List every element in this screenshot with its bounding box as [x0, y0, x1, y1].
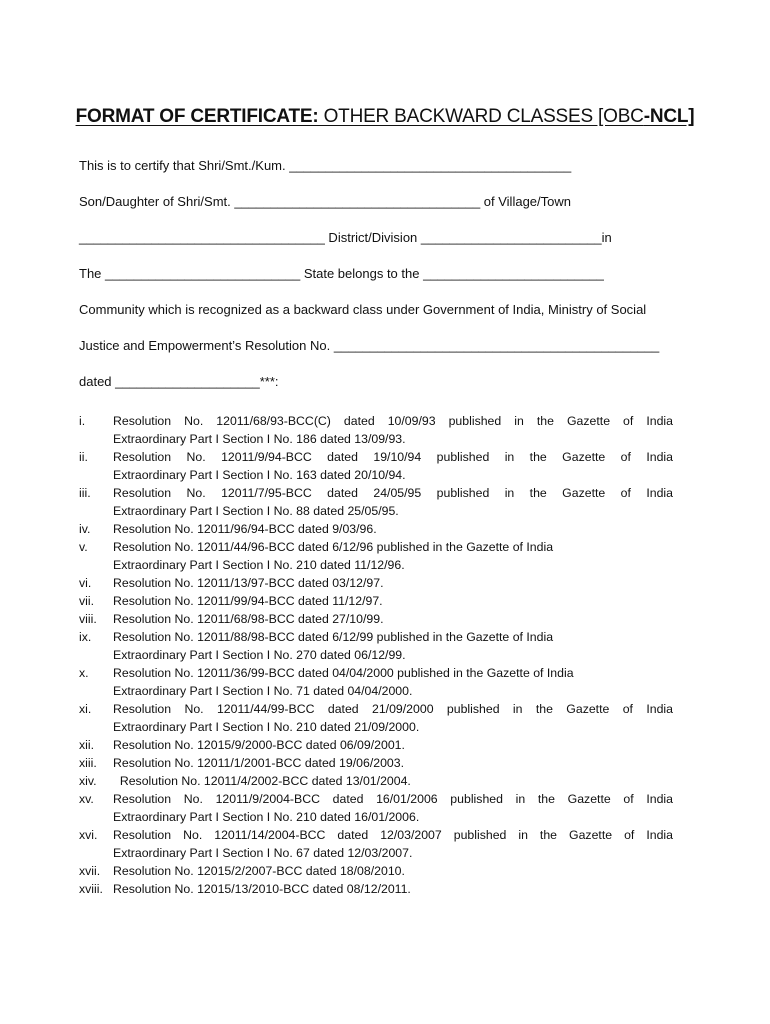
list-item-line-1: Resolution No. 12011/68/93-BCC(C) dated 10/09/93 published in the Gazette of India	[113, 414, 673, 428]
list-item	[79, 790, 673, 826]
list-item-line-1: Resolution No. 12011/44/96-BCC dated 6/12/96 published in the Gazette of India	[113, 540, 554, 554]
list-item-number: xviii.	[79, 882, 103, 896]
list-item-line-2: Extraordinary Part I Section I No. 67 dated 12/03/2007.	[113, 846, 413, 860]
list-item	[79, 628, 673, 664]
list-item-text	[113, 592, 673, 610]
list-item	[79, 664, 673, 700]
list-item	[79, 610, 673, 628]
list-item-text	[113, 484, 673, 520]
list-item-number: xvi.	[79, 828, 98, 842]
list-item-number: x.	[79, 666, 89, 680]
list-item-text	[113, 862, 673, 880]
list-item-text	[113, 790, 673, 826]
list-item-number: xii.	[79, 738, 95, 752]
parent-line: Son/Daughter of Shri/Smt. __________________________________ of Village/Town	[79, 194, 571, 209]
list-item-text	[113, 736, 673, 754]
list-item-line-1: Resolution No. 12011/13/97-BCC dated 03/12/97.	[113, 576, 384, 590]
list-item-text	[113, 574, 673, 592]
list-item-line-1: Resolution No. 12011/36/99-BCC dated 04/04/2000 published in the Gazette of India	[113, 666, 574, 680]
list-item-line-1: Resolution No. 12011/7/95-BCC dated 24/05/95 published in the Gazette of India	[113, 486, 673, 500]
list-item-line-1: Resolution No. 12015/9/2000-BCC dated 06/09/2001.	[113, 738, 405, 752]
list-item	[79, 826, 673, 862]
list-item-text	[113, 664, 673, 700]
list-item-line-1: Resolution No. 12011/44/99-BCC dated 21/09/2000 published in the Gazette of India	[113, 702, 673, 716]
list-item	[79, 862, 673, 880]
list-item	[79, 700, 673, 736]
list-item-line-1: Resolution No. 12011/9/94-BCC dated 19/10/94 published in the Gazette of India	[113, 450, 673, 464]
list-item-number: xi.	[79, 702, 92, 716]
list-item-number: xv.	[79, 792, 94, 806]
list-item	[79, 448, 673, 484]
list-item	[79, 880, 673, 898]
list-item	[79, 520, 673, 538]
list-item	[79, 538, 673, 574]
list-item	[79, 574, 673, 592]
list-item-line-1: Resolution No. 12015/13/2010-BCC dated 08/12/2011.	[113, 882, 411, 896]
list-item-text	[113, 610, 673, 628]
list-item-number: xvii.	[79, 864, 101, 878]
list-item-line-2: Extraordinary Part I Section I No. 71 dated 04/04/2000.	[113, 684, 413, 698]
state-line: The ___________________________ State belongs to the _________________________	[79, 266, 604, 281]
list-item-number: xiii.	[79, 756, 97, 770]
resolution-list	[79, 412, 673, 898]
list-item-text	[113, 700, 673, 736]
list-item-line-2: Extraordinary Part I Section I No. 186 dated 13/09/93.	[113, 432, 406, 446]
list-item-line-2: Extraordinary Part I Section I No. 210 dated 11/12/96.	[113, 558, 405, 572]
list-item-text	[113, 826, 673, 862]
title-bold-suffix: -NCL]	[643, 106, 695, 127]
list-item-line-1: Resolution No. 12011/99/94-BCC dated 11/12/97.	[113, 594, 383, 608]
page-title	[0, 106, 770, 128]
list-item-line-1: Resolution No. 12011/1/2001-BCC dated 19/06/2003.	[113, 756, 405, 770]
list-item-number: ix.	[79, 630, 92, 644]
list-item-text	[113, 448, 673, 484]
list-item-text	[113, 772, 673, 790]
list-item	[79, 736, 673, 754]
list-item-number: i.	[79, 414, 86, 428]
list-item-line-1: Resolution No. 12015/2/2007-BCC dated 18/08/2010.	[113, 864, 405, 878]
list-item-number: v.	[79, 540, 88, 554]
list-item-line-2: Extraordinary Part I Section I No. 163 dated 20/10/94.	[113, 468, 406, 482]
list-item-text	[113, 412, 673, 448]
list-item-line-1: Resolution No. 12011/68/98-BCC dated 27/10/99.	[113, 612, 384, 626]
list-item-line-1: Resolution No. 12011/14/2004-BCC dated 12/03/2007 published in the Gazette of India	[113, 828, 673, 842]
list-item-number: vii.	[79, 594, 95, 608]
title-bold-part: FORMAT OF CERTIFICATE:	[75, 106, 319, 127]
list-item	[79, 484, 673, 520]
list-item-line-2: Extraordinary Part I Section I No. 210 dated 16/01/2006.	[113, 810, 420, 824]
dated-line: dated ____________________***:	[79, 374, 279, 389]
district-line: __________________________________ District/Division _________________________in	[79, 230, 612, 245]
title-normal-part: OTHER BACKWARD CLASSES [OBC	[318, 106, 644, 127]
list-item-number: ii.	[79, 450, 88, 464]
list-item-number: xiv.	[79, 774, 97, 788]
list-item-line-1: Resolution No. 12011/4/2002-BCC dated 13/01/2004.	[113, 774, 411, 788]
list-item-text	[113, 538, 673, 574]
list-item-text	[113, 754, 673, 772]
list-item-number: viii.	[79, 612, 97, 626]
list-item-line-2: Extraordinary Part I Section I No. 210 dated 21/09/2000.	[113, 720, 420, 734]
list-item-line-2: Extraordinary Part I Section I No. 88 dated 25/05/95.	[113, 504, 399, 518]
list-item-text	[113, 520, 673, 538]
list-item-line-1: Resolution No. 12011/96/94-BCC dated 9/03/96.	[113, 522, 377, 536]
list-item-line-1: Resolution No. 12011/88/98-BCC dated 6/12/99 published in the Gazette of India	[113, 630, 554, 644]
list-item	[79, 772, 673, 790]
list-item-number: iv.	[79, 522, 91, 536]
list-item-line-1: Resolution No. 12011/9/2004-BCC dated 16/01/2006 published in the Gazette of India	[113, 792, 673, 806]
list-item-text	[113, 628, 673, 664]
list-item-number: iii.	[79, 486, 91, 500]
list-item	[79, 592, 673, 610]
list-item	[79, 412, 673, 448]
list-item	[79, 754, 673, 772]
certify-line: This is to certify that Shri/Smt./Kum. _______________________________________	[79, 158, 572, 173]
list-item-line-2: Extraordinary Part I Section I No. 270 dated 06/12/99.	[113, 648, 406, 662]
list-item-number: vi.	[79, 576, 92, 590]
list-item-text	[113, 880, 673, 898]
community-line: Community which is recognized as a backward class under Government of India, Ministry of Social	[79, 302, 647, 317]
resolution-line: Justice and Empowerment’s Resolution No. _____________________________________________	[79, 338, 660, 353]
